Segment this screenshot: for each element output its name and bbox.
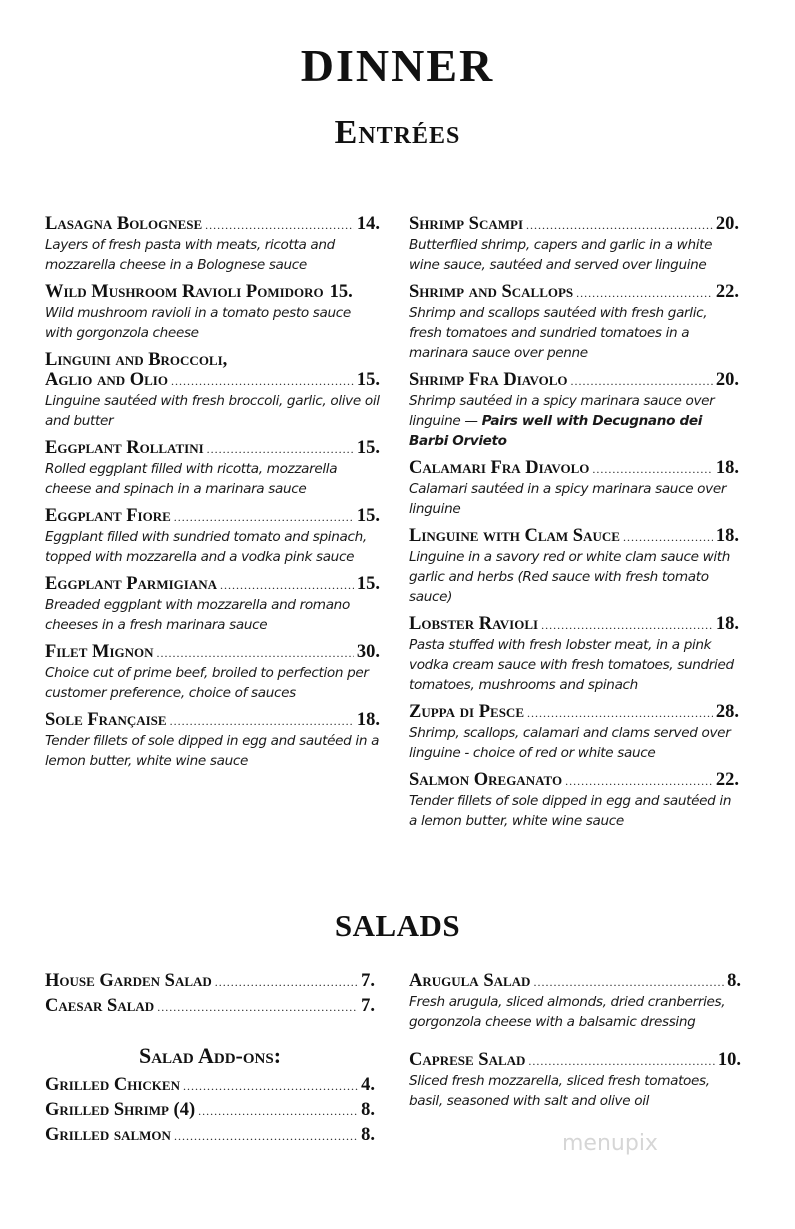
- menu-item: [409, 770, 739, 831]
- leader-dots: [157, 643, 354, 663]
- item-description: Tender fillets of sole dipped in egg and sautéed in a lemon butter, white wine sauce: [45, 733, 380, 769]
- watermark-logo: menupix: [562, 1131, 658, 1156]
- item-name: Salmon Oreganato: [409, 770, 563, 790]
- item-price: 15.: [356, 370, 380, 390]
- leader-dots: [527, 703, 713, 723]
- section-title-salads: SALADS: [334, 908, 461, 943]
- item-description: Butterflied shrimp, capers and garlic in a white wine sauce, sautéed and served over linguine: [409, 237, 713, 273]
- leader-dots: [215, 972, 358, 992]
- leader-dots: [565, 771, 713, 791]
- item-description: Tender fillets of sole dipped in egg and sautéed in a lemon butter, white wine sauce: [409, 793, 732, 829]
- item-description: Shrimp and scallops sautéed with fresh garlic, fresh tomatoes and sundried tomatoes in a marinara sauce over penne: [409, 305, 708, 361]
- addon-item: [45, 1125, 375, 1146]
- section-title-entrees: Entrées: [334, 114, 461, 151]
- item-name: Arugula Salad: [409, 971, 531, 991]
- leader-dots: [183, 1076, 358, 1096]
- item-name: Wild Mushroom Ravioli Pomidoro: [45, 282, 324, 302]
- menu-item: [409, 370, 739, 451]
- leader-dots: [205, 215, 354, 235]
- item-price: 22.: [715, 282, 739, 302]
- menu-item: [409, 458, 739, 519]
- menu-item: [45, 214, 380, 275]
- item-price: 28.: [715, 702, 739, 722]
- entrees-left-column: [45, 214, 380, 778]
- item-description: Calamari sautéed in a spicy marinara sauce over linguine: [409, 481, 727, 517]
- menu-item: [409, 1050, 741, 1111]
- item-description: Fresh arugula, sliced almonds, dried cranberries, gorgonzola cheese with a balsamic dressing: [409, 994, 726, 1030]
- item-description: Linguine sautéed with fresh broccoli, garlic, olive oil and butter: [45, 393, 380, 429]
- addons-title: Salad Add-ons:: [138, 1043, 282, 1068]
- item-name: Eggplant Parmigiana: [45, 574, 217, 594]
- item-price: 8.: [361, 1100, 375, 1120]
- leader-dots: [623, 527, 713, 547]
- item-name: Caesar Salad: [45, 996, 155, 1016]
- menu-item: [45, 642, 380, 703]
- item-description: Rolled eggplant filled with ricotta, mozzarella cheese and spinach in a marinara sauce: [45, 461, 338, 497]
- item-name: Filet Mignon: [45, 642, 154, 662]
- item-price: 18.: [356, 710, 380, 730]
- menu-item: [45, 996, 375, 1017]
- item-price: 15.: [356, 574, 380, 594]
- item-price: 18.: [715, 614, 739, 634]
- item-name: Shrimp Scampi: [409, 214, 524, 234]
- menu-item: [409, 702, 739, 763]
- item-price: 30.: [356, 642, 380, 662]
- leader-dots: [571, 371, 713, 391]
- menu-item: [45, 710, 380, 771]
- item-description: Shrimp, scallops, calamari and clams served over linguine - choice of red or white sauce: [409, 725, 731, 761]
- item-price: 15.: [356, 438, 380, 458]
- leader-dots: [171, 371, 354, 391]
- wine-pairing: Pairs well with Decugnano dei Barbi Orvieto: [409, 413, 703, 449]
- leader-dots: [220, 575, 354, 595]
- item-description: [409, 391, 739, 451]
- item-description: Choice cut of prime beef, broiled to perfection per customer preference, choice of sauces: [45, 665, 369, 701]
- item-price: 7.: [361, 996, 375, 1016]
- item-name: Lobster Ravioli: [409, 614, 539, 634]
- item-price: 8.: [361, 1125, 375, 1145]
- salads-right-column: [409, 971, 741, 1118]
- addon-item: [45, 1075, 375, 1096]
- menu-item: [409, 526, 739, 607]
- item-price: 4.: [361, 1075, 375, 1095]
- item-name: Caprese Salad: [409, 1050, 526, 1070]
- item-name-line1: Linguini and Broccoli,: [45, 350, 228, 370]
- leader-dots: [576, 283, 713, 303]
- item-price: 20.: [715, 214, 739, 234]
- item-price: 14.: [356, 214, 380, 234]
- item-name: Zuppa di Pesce: [409, 702, 524, 722]
- item-name: Linguine with Clam Sauce: [409, 526, 620, 546]
- leader-dots: [541, 615, 713, 635]
- item-description-text: Shrimp sautéed in a spicy marinara sauce over linguine —: [409, 393, 715, 429]
- menu-item: [409, 971, 741, 1032]
- item-description: Linguine in a savory red or white clam sauce with garlic and herbs (Red sauce with fresh tomato sauce): [409, 549, 731, 605]
- menu-item: [45, 282, 380, 343]
- leader-dots: [174, 1126, 358, 1146]
- item-price: 15.: [356, 506, 380, 526]
- item-description: Eggplant filled with sundried tomato and spinach, topped with mozzarella and a vodka pink sauce: [45, 529, 367, 565]
- item-description: Breaded eggplant with mozzarella and romano cheeses in a fresh marinara sauce: [45, 597, 350, 633]
- leader-dots: [528, 1051, 714, 1071]
- menu-item: [45, 506, 380, 567]
- item-description: Wild mushroom ravioli in a tomato pesto sauce with gorgonzola cheese: [45, 305, 351, 341]
- menu-title: DINNER: [300, 40, 495, 91]
- leader-dots: [157, 997, 358, 1017]
- leader-dots: [170, 711, 354, 731]
- item-name: Aglio and Olio: [45, 370, 168, 390]
- menu-item: [45, 350, 380, 431]
- menu-item: [45, 438, 380, 499]
- item-price: 15.: [329, 282, 353, 302]
- menu-item: [45, 971, 375, 992]
- menu-item: [409, 214, 739, 275]
- salads-left-column: [45, 971, 375, 1150]
- item-price: 7.: [361, 971, 375, 991]
- item-name: Grilled Shrimp (4): [45, 1100, 196, 1120]
- addon-item: [45, 1100, 375, 1121]
- item-name: Eggplant Fiore: [45, 506, 171, 526]
- leader-dots: [198, 1101, 358, 1121]
- item-name: Lasagna Bolognese: [45, 214, 203, 234]
- item-name: Shrimp Fra Diavolo: [409, 370, 568, 390]
- item-description: Sliced fresh mozzarella, sliced fresh tomatoes, basil, seasoned with salt and olive oil: [409, 1073, 710, 1109]
- item-name: Eggplant Rollatini: [45, 438, 204, 458]
- item-name: Grilled Chicken: [45, 1075, 180, 1095]
- leader-dots: [174, 507, 354, 527]
- item-price: 18.: [715, 526, 739, 546]
- leader-dots: [592, 459, 712, 479]
- leader-dots: [207, 439, 354, 459]
- item-price: 22.: [715, 770, 739, 790]
- entrees-right-column: [409, 214, 739, 838]
- item-price: 10.: [717, 1050, 741, 1070]
- item-price: 18.: [715, 458, 739, 478]
- item-price: 8.: [727, 971, 741, 991]
- menu-item: [409, 282, 739, 363]
- leader-dots: [526, 215, 713, 235]
- item-price: 20.: [715, 370, 739, 390]
- item-name: Grilled salmon: [45, 1125, 171, 1145]
- item-name: Shrimp and Scallops: [409, 282, 574, 302]
- item-name: Calamari Fra Diavolo: [409, 458, 590, 478]
- item-name: House Garden Salad: [45, 971, 212, 991]
- menu-item: [409, 614, 739, 695]
- item-name: Sole Française: [45, 710, 167, 730]
- menu-item: [45, 574, 380, 635]
- item-description: Layers of fresh pasta with meats, ricotta and mozzarella cheese in a Bolognese sauce: [45, 237, 335, 273]
- item-description: Pasta stuffed with fresh lobster meat, in a pink vodka cream sauce with fresh tomatoes, sundried tomatoes, mushrooms and spinach: [409, 637, 734, 693]
- leader-dots: [533, 972, 724, 992]
